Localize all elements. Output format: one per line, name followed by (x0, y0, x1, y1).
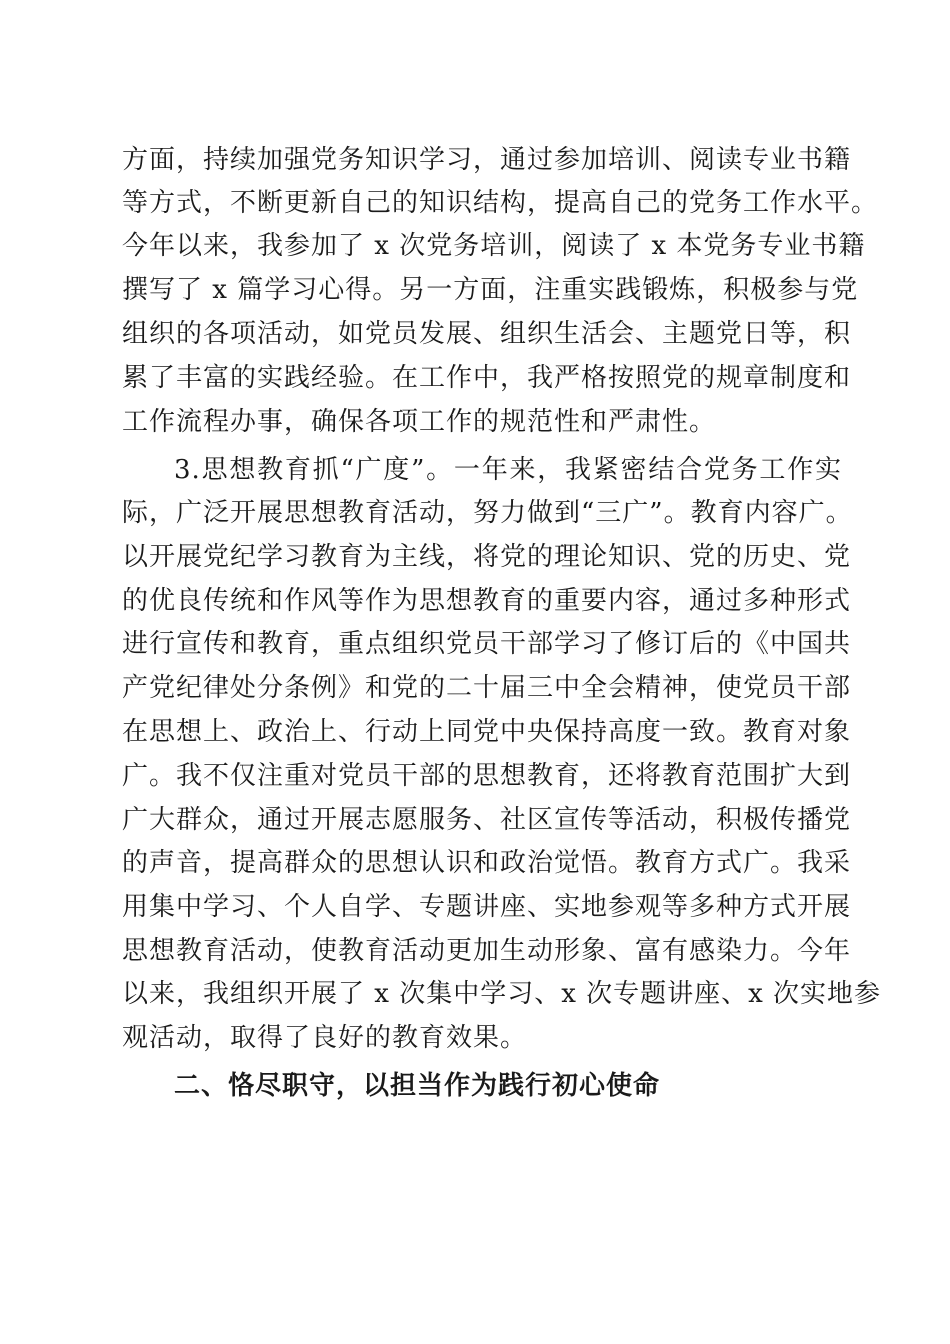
paragraph-2-line-10: 的声音，提高群众的思想认识和政治觉悟。教育方式广。我采 (122, 848, 852, 878)
paragraph-2-line-3: 以开展党纪学习教育为主线，将党的理论知识、党的历史、党 (122, 542, 852, 572)
paragraph-1-line-1: 方面，持续加强党务知识学习，通过参加培训、阅读专业书籍 (122, 145, 852, 175)
paragraph-2-line-6: 产党纪律处分条例》和党的二十届三中全会精神，使党员干部 (122, 673, 852, 703)
paragraph-2-line-14: 观活动，取得了良好的教育效果。 (122, 1023, 528, 1053)
paragraph-2-line-8: 广。我不仅注重对党员干部的思想教育，还将教育范围扩大到 (122, 761, 852, 791)
paragraph-1-line-4: 撰写了 x 篇学习心得。另一方面，注重实践锻炼，积极参与党 (122, 275, 859, 305)
paragraph-2-line-9: 广大群众，通过开展志愿服务、社区宣传等活动，积极传播党 (122, 805, 852, 835)
paragraph-1-line-2: 等方式，不断更新自己的知识结构，提高自己的党务工作水平。 (122, 188, 879, 218)
paragraph-2-line-13: 以来，我组织开展了 x 次集中学习、x 次专题讲座、x 次实地参 (122, 979, 882, 1009)
paragraph-1-line-5: 组织的各项活动，如党员发展、组织生活会、主题党日等，积 (122, 319, 852, 349)
paragraph-2-line-2: 际，广泛开展思想教育活动，努力做到“三广”。教育内容广。 (122, 498, 853, 528)
paragraph-2-line-11: 用集中学习、个人自学、专题讲座、实地参观等多种方式开展 (122, 892, 852, 922)
paragraph-1-line-3: 今年以来，我参加了 x 次党务培训，阅读了 x 本党务专业书籍 (122, 231, 866, 261)
paragraph-2-line-4: 的优良传统和作风等作为思想教育的重要内容，通过多种形式 (122, 586, 852, 616)
paragraph-2-line-7: 在思想上、政治上、行动上同党中央保持高度一致。教育对象 (122, 717, 852, 747)
section-heading: 二、恪尽职守，以担当作为践行初心使命 (174, 1071, 661, 1101)
paragraph-2-line-5: 进行宣传和教育，重点组织党员干部学习了修订后的《中国共 (122, 629, 852, 659)
paragraph-1-line-7: 工作流程办事，确保各项工作的规范性和严肃性。 (122, 407, 717, 437)
paragraph-2-line-1: 3.思想教育抓“广度”。一年来，我紧密结合党务工作实 (174, 455, 842, 485)
paragraph-2-line-12: 思想教育活动，使教育活动更加生动形象、富有感染力。今年 (122, 936, 852, 966)
paragraph-1-line-6: 累了丰富的实践经验。在工作中，我严格按照党的规章制度和 (122, 363, 852, 393)
